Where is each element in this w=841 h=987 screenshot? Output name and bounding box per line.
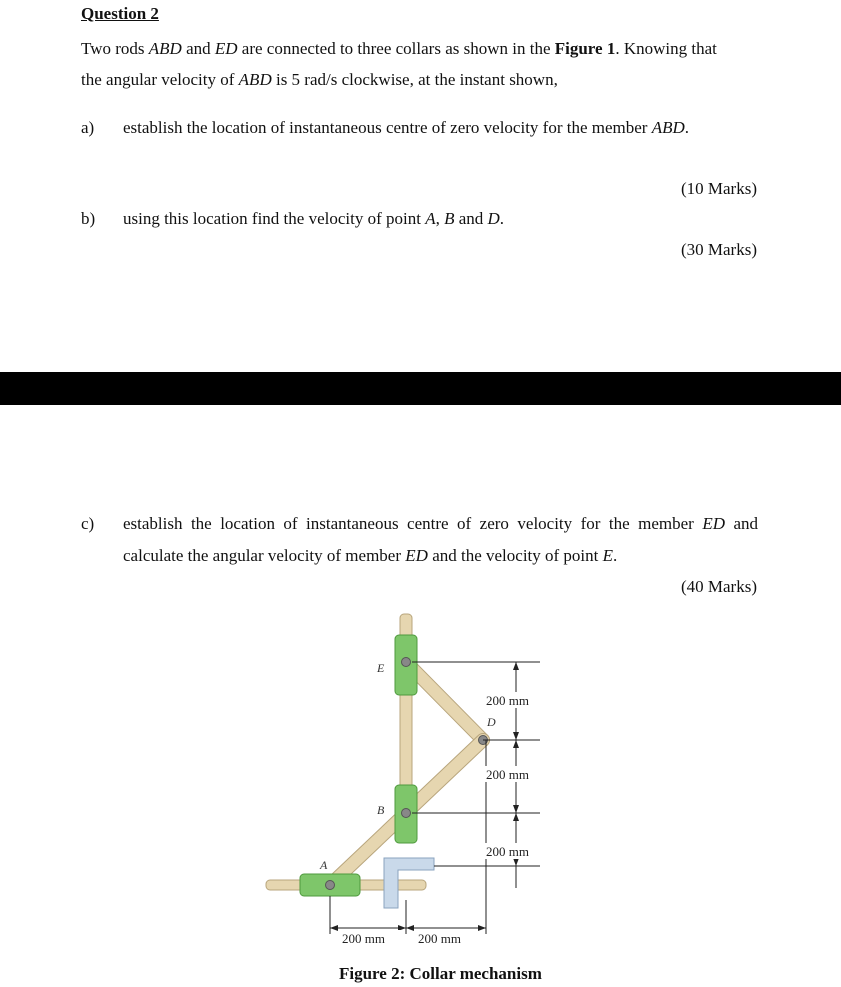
pin-b xyxy=(402,809,411,818)
text-run: D xyxy=(487,209,500,228)
text-run: and xyxy=(181,39,215,58)
text-run: ED xyxy=(702,514,725,533)
text-run: ABD xyxy=(651,118,685,137)
text-run: is 5 rad/s clockwise, at the instant shown, xyxy=(271,70,558,89)
redaction-bar xyxy=(0,372,841,405)
dim-label-ed-vertical: 200 mm xyxy=(486,693,529,708)
text-run: using this location find the velocity of point xyxy=(123,209,426,228)
text-run: . xyxy=(684,118,689,137)
intro-line-2 xyxy=(81,69,558,91)
text-run: , xyxy=(435,209,445,228)
point-label-d: D xyxy=(487,715,496,729)
text-run: are connected to three collars as shown in the xyxy=(237,39,555,58)
part-a-label: a) xyxy=(81,118,95,137)
text-run: Figure 1 xyxy=(554,39,616,58)
part-c-line-1 xyxy=(123,513,758,535)
text-run: ABD xyxy=(148,39,182,58)
text-run: establish the location of instantaneous centre of zero velocity for the member xyxy=(123,118,652,137)
point-label-b: B xyxy=(377,803,385,817)
point-label-a: A xyxy=(320,858,328,872)
part-a-text xyxy=(123,117,689,139)
text-run: B xyxy=(444,209,455,228)
text-run: E xyxy=(602,546,614,565)
rod-ed xyxy=(406,662,483,740)
text-run: ABD xyxy=(238,70,272,89)
part-b-text xyxy=(123,208,504,230)
text-run: . xyxy=(499,209,505,228)
part-b-label: b) xyxy=(81,209,96,228)
text-run: calculate the angular velocity of member xyxy=(123,546,406,565)
point-label-e: E xyxy=(377,661,385,675)
text-run: the angular velocity of xyxy=(81,70,239,89)
part-c-line-2 xyxy=(123,545,617,567)
text-run: and the velocity of point xyxy=(427,546,603,565)
dim-label-ab-horizontal: 200 mm xyxy=(342,931,385,946)
text-run: and xyxy=(724,514,758,533)
pin-e xyxy=(402,658,411,667)
intro-line-1 xyxy=(81,38,717,60)
text-run: ED xyxy=(214,39,238,58)
text-run: . xyxy=(613,546,618,565)
pin-a xyxy=(326,881,335,890)
dim-label-ba-vertical: 200 mm xyxy=(486,844,529,859)
text-run: . Knowing that xyxy=(615,39,717,58)
part-a-marks: (10 Marks) xyxy=(680,179,757,198)
text-run: Two rods xyxy=(81,39,149,58)
question-title: Question 2 xyxy=(81,4,159,23)
text-run: A xyxy=(425,209,436,228)
figure-caption: Figure 2: Collar mechanism xyxy=(339,964,542,983)
dim-label-bd-horizontal: 200 mm xyxy=(418,931,461,946)
dim-label-db-vertical: 200 mm xyxy=(486,767,529,782)
part-b-marks: (30 Marks) xyxy=(680,240,757,259)
text-run: and xyxy=(454,209,488,228)
text-run: ED xyxy=(405,546,428,565)
text-run: establish the location of instantaneous centre of zero velocity for the member xyxy=(123,514,703,533)
part-c-marks: (40 Marks) xyxy=(680,577,757,596)
collar-mechanism-figure xyxy=(240,600,580,956)
part-c-label: c) xyxy=(81,514,95,533)
